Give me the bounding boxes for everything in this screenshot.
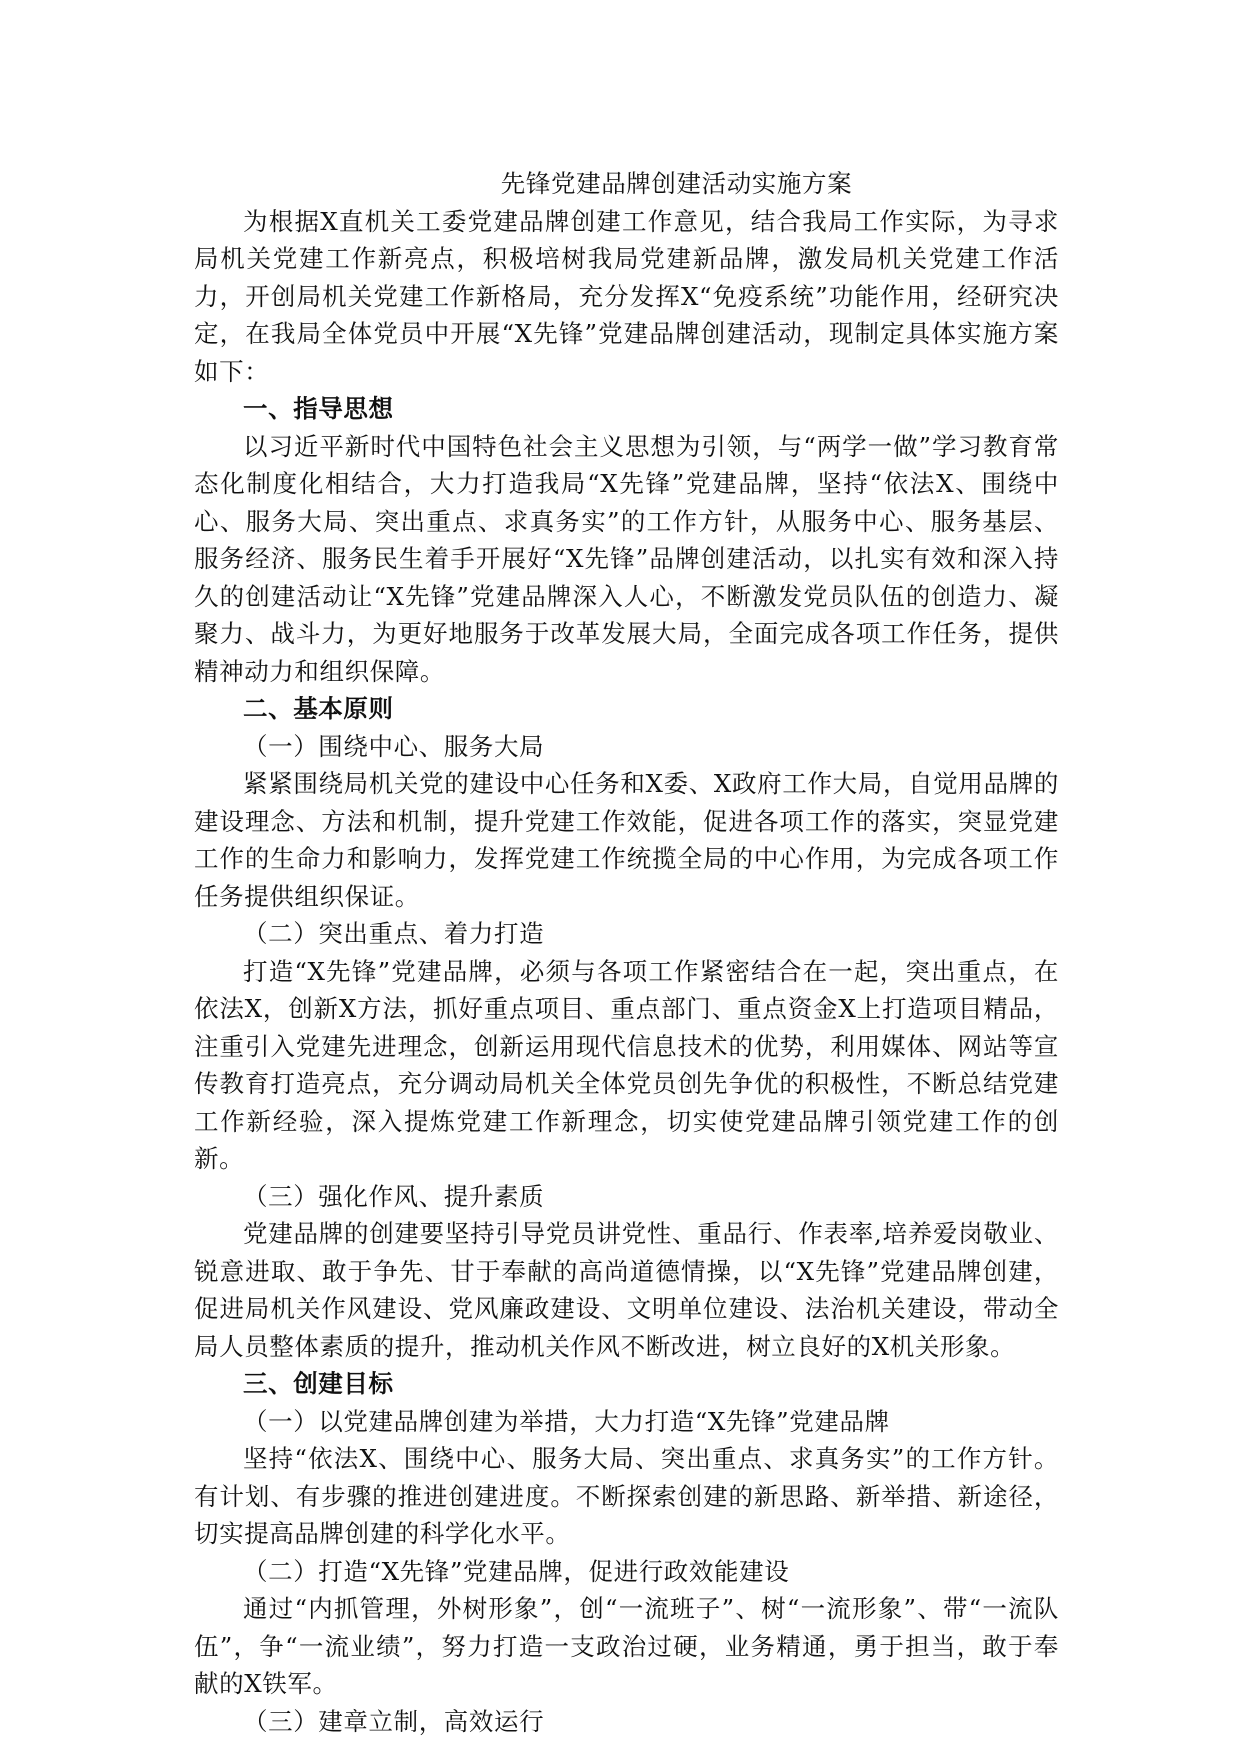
section-2-item-2-body: 打造“X先锋”党建品牌，必须与各项工作紧密结合在一起，突出重点，在依法X，创新X方法，抓好重点项目、重点部门、重点资金X上打造项目精品，注重引入党建先进理念，创新运用现代信息技术的优势，利用媒体、网站等宣传教育打造亮点，充分调动局机关全体党员创先争优的积极性，不断总结党建工作新经验，深入提炼党建工作新理念，切实使党建品牌引领党建工作的创新。 [194, 956, 1059, 1173]
section-2-item-1-title: （一）围绕中心、服务大局 [243, 731, 545, 761]
section-1-heading: 一、指导思想 [243, 394, 394, 423]
section-2-item-3-title: （三）强化作风、提升素质 [243, 1181, 545, 1211]
section-2-heading: 二、基本原则 [243, 694, 394, 723]
intro-paragraph: 为根据X直机关工委党建品牌创建工作意见，结合我局工作实际，为寻求局机关党建工作新亮点，积极培树我局党建新品牌，激发局机关党建工作活力，开创局机关党建工作新格局，充分发挥X“免疫系统”功能作用，经研究决定，在我局全体党员中开展“X先锋”党建品牌创建活动，现制定具体实施方案如下： [194, 206, 1059, 386]
section-3-item-1-title: （一）以党建品牌创建为举措，大力打造“X先锋”党建品牌 [243, 1406, 890, 1436]
section-1-body: 以习近平新时代中国特色社会主义思想为引领，与“两学一做”学习教育常态化制度化相结合，大力打造我局“X先锋”党建品牌，坚持“依法X、围绕中心、服务大局、突出重点、求真务实”的工作方针，从服务中心、服务基层、服务经济、服务民生着手开展好“X先锋”品牌创建活动，以扎实有效和深入持久的创建活动让“X先锋”党建品牌深入人心，不断激发党员队伍的创造力、凝聚力、战斗力，为更好地服务于改革发展大局，全面完成各项工作任务，提供精神动力和组织保障。 [194, 431, 1059, 686]
section-3-item-1-body: 坚持“依法X、围绕中心、服务大局、突出重点、求真务实”的工作方针。有计划、有步骤的推进创建进度。不断探索创建的新思路、新举措、新途径，切实提高品牌创建的科学化水平。 [194, 1444, 1059, 1548]
section-2-item-3-body: 党建品牌的创建要坚持引导党员讲党性、重品行、作表率,培养爱岗敬业、锐意进取、敢于争先、甘于奉献的高尚道德情操，以“X先锋”党建品牌创建，促进局机关作风建设、党风廉政建设、文明单位建设、法治机关建设，带动全局人员整体素质的提升，推动机关作风不断改进，树立良好的X机关形象。 [194, 1219, 1059, 1361]
document-page [194, 165, 1059, 1740]
section-3-item-3-title: （三）建章立制，高效运行 [243, 1706, 545, 1736]
section-3-item-2-body: 通过“内抓管理，外树形象”，创“一流班子”、树“一流形象”、带“一流队伍”，争“一流业绩”，努力打造一支政治过硬，业务精通，勇于担当，敢于奉献的X铁军。 [194, 1594, 1059, 1698]
section-2-item-1-body: 紧紧围绕局机关党的建设中心任务和X委、X政府工作大局，自觉用品牌的建设理念、方法和机制，提升党建工作效能，促进各项工作的落实，突显党建工作的生命力和影响力，发挥党建工作统揽全局的中心作用，为完成各项工作任务提供组织保证。 [194, 769, 1059, 911]
section-2-item-2-title: （二）突出重点、着力打造 [243, 919, 545, 948]
section-3-heading: 三、创建目标 [243, 1369, 394, 1398]
section-3-item-2-title: （二）打造“X先锋”党建品牌，促进行政效能建设 [243, 1556, 790, 1586]
document-title: 先锋党建品牌创建活动实施方案 [500, 169, 853, 198]
